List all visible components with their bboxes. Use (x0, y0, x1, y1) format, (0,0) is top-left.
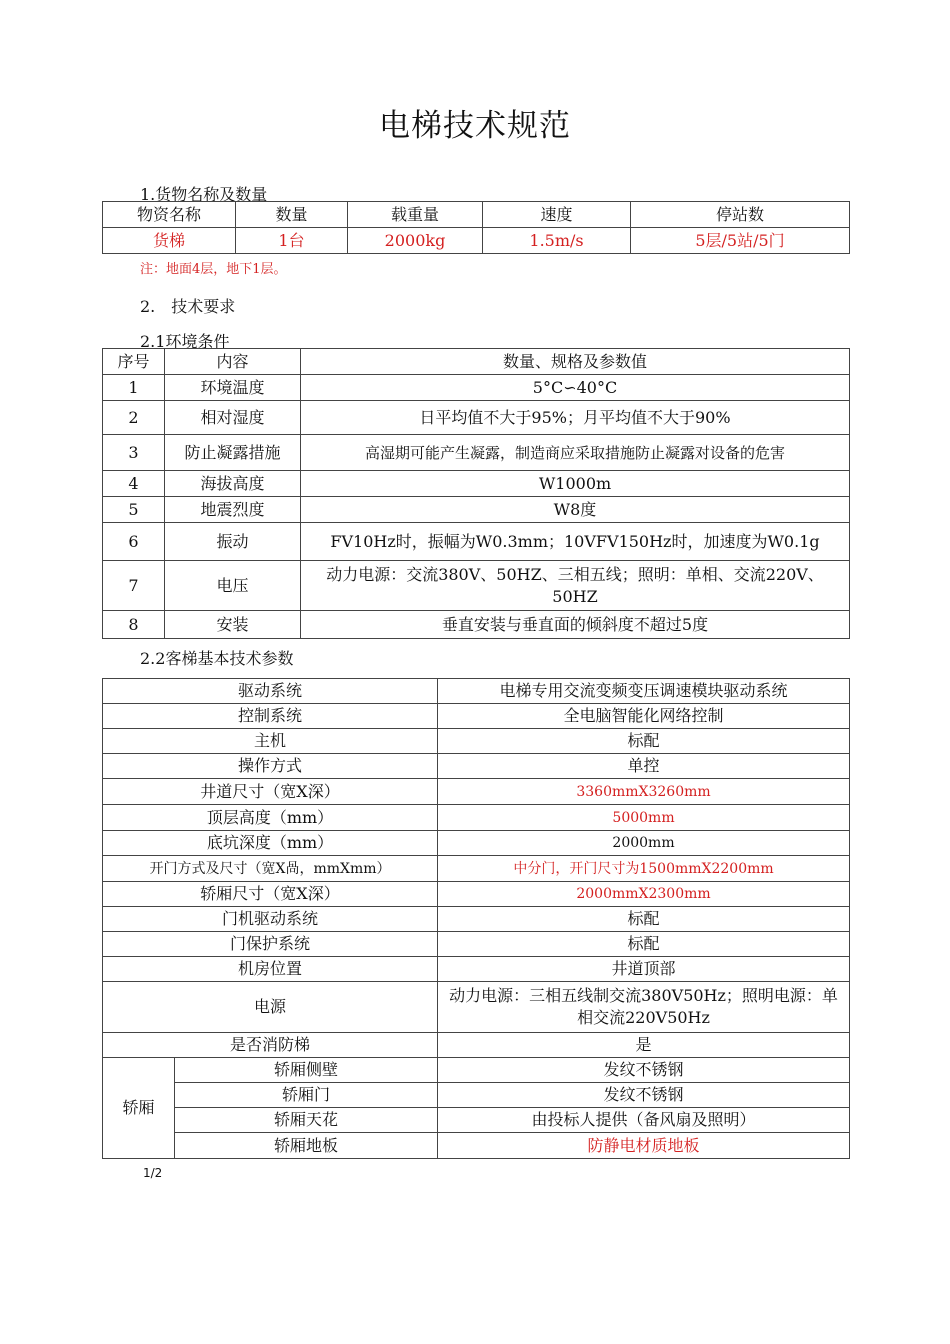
section-2-1-heading: 2.1环境条件 (140, 332, 230, 351)
param-row (103, 704, 850, 729)
env-item-cell: 安装 (165, 611, 301, 639)
car-param-row (103, 1133, 850, 1159)
section-2-heading: 2. 技术要求 (140, 297, 236, 316)
env-header-cell: 内容 (165, 349, 301, 375)
section-2-2-heading: 2.2客梯基本技术参数 (140, 649, 294, 668)
env-header-cell: 序号 (103, 349, 165, 375)
param-row (103, 754, 850, 779)
goods-quantity-cell: 1台 (236, 228, 348, 254)
env-header-cell: 数量、规格及参数值 (301, 349, 850, 375)
env-value-cell: 日平均值不大于95%；月平均值不大于90% (301, 401, 850, 435)
param-name-cell: 控制系统 (103, 704, 438, 729)
env-index-cell: 5 (103, 497, 165, 523)
car-param-value-cell: 由投标人提供（备风扇及照明） (438, 1108, 850, 1133)
param-value-cell: 井道顶部 (438, 957, 850, 982)
param-value-cell: 标配 (438, 932, 850, 957)
elevator-params-table (102, 678, 850, 1159)
env-row (103, 561, 850, 611)
goods-table (102, 201, 850, 254)
environment-table (102, 348, 850, 639)
env-row (103, 611, 850, 639)
car-param-row (103, 1058, 850, 1083)
env-row (103, 375, 850, 401)
param-name-cell: 顶层高度（mm） (103, 805, 438, 831)
param-name-cell: 是否消防梯 (103, 1033, 438, 1058)
goods-stops-cell: 5层/5站/5门 (631, 228, 850, 254)
param-value-cell: 3360mmX3260mm (438, 779, 850, 805)
goods-header-cell: 停站数 (631, 202, 850, 228)
param-name-cell: 驱动系统 (103, 679, 438, 704)
param-value-cell: 2000mmX2300mm (438, 882, 850, 907)
param-value-cell: 动力电源：三相五线制交流380V50Hz；照明电源：单相交流220V50Hz (438, 982, 850, 1033)
env-value-cell: W8度 (301, 497, 850, 523)
goods-speed-cell: 1.5m/s (483, 228, 631, 254)
section-1-heading: 1.货物名称及数量 (140, 185, 268, 204)
param-value-cell: 单控 (438, 754, 850, 779)
car-param-row (103, 1083, 850, 1108)
env-item-cell: 振动 (165, 523, 301, 561)
env-item-cell: 防止凝露措施 (165, 435, 301, 471)
car-param-name-cell: 轿厢天花 (175, 1108, 438, 1133)
car-param-value-cell: 发纹不锈钢 (438, 1083, 850, 1108)
page-number: 1/2 (143, 1166, 163, 1180)
env-row (103, 497, 850, 523)
param-name-cell: 轿厢尺寸（宽X深） (103, 882, 438, 907)
env-row (103, 401, 850, 435)
env-index-cell: 3 (103, 435, 165, 471)
goods-header-cell: 载重量 (348, 202, 483, 228)
goods-header-cell: 数量 (236, 202, 348, 228)
param-row (103, 729, 850, 754)
param-row (103, 957, 850, 982)
goods-name-cell: 货梯 (103, 228, 236, 254)
param-value-cell: 5000mm (438, 805, 850, 831)
param-name-cell: 开门方式及尺寸（宽X咼，mmXmm） (103, 856, 438, 882)
param-value-cell: 2000mm (438, 831, 850, 856)
env-value-cell: 高湿期可能产生凝露，制造商应采取措施防止凝露对设备的危害 (301, 435, 850, 471)
env-value-cell: 5°C∽40°C (301, 375, 850, 401)
env-index-cell: 2 (103, 401, 165, 435)
param-row (103, 907, 850, 932)
env-item-cell: 环境温度 (165, 375, 301, 401)
param-row (103, 1033, 850, 1058)
env-index-cell: 1 (103, 375, 165, 401)
car-group-cell: 轿厢 (103, 1058, 175, 1159)
document-title: 电梯技术规范 (379, 108, 571, 144)
param-value-cell: 中分门，开门尺寸为1500mmX2200mm (438, 856, 850, 882)
env-item-cell: 海拔高度 (165, 471, 301, 497)
env-row (103, 471, 850, 497)
goods-load-cell: 2000kg (348, 228, 483, 254)
param-value-cell: 标配 (438, 907, 850, 932)
param-name-cell: 机房位置 (103, 957, 438, 982)
env-item-cell: 电压 (165, 561, 301, 611)
car-param-value-cell: 防静电材质地板 (438, 1133, 850, 1159)
env-item-cell: 地震烈度 (165, 497, 301, 523)
goods-header-row (103, 202, 850, 228)
goods-header-cell: 物资名称 (103, 202, 236, 228)
car-param-name-cell: 轿厢地板 (175, 1133, 438, 1159)
param-row (103, 779, 850, 805)
env-value-cell: W1000m (301, 471, 850, 497)
env-index-cell: 4 (103, 471, 165, 497)
env-row (103, 523, 850, 561)
param-value-cell: 全电脑智能化网络控制 (438, 704, 850, 729)
param-name-cell: 底坑深度（mm） (103, 831, 438, 856)
param-row (103, 882, 850, 907)
car-param-name-cell: 轿厢门 (175, 1083, 438, 1108)
param-name-cell: 门保护系统 (103, 932, 438, 957)
goods-data-row (103, 228, 850, 254)
env-value-cell: 动力电源：交流380V、50HZ、三相五线；照明：单相、交流220V、50HZ (301, 561, 850, 611)
car-param-name-cell: 轿厢侧壁 (175, 1058, 438, 1083)
param-row (103, 831, 850, 856)
param-row (103, 856, 850, 882)
param-row (103, 982, 850, 1033)
env-item-cell: 相对湿度 (165, 401, 301, 435)
env-row (103, 435, 850, 471)
goods-header-cell: 速度 (483, 202, 631, 228)
env-index-cell: 8 (103, 611, 165, 639)
env-value-cell: FV10Hz时，振幅为W0.3mm；10VFV150Hz时，加速度为W0.1g (301, 523, 850, 561)
param-name-cell: 门机驱动系统 (103, 907, 438, 932)
param-value-cell: 电梯专用交流变频变压调速模块驱动系统 (438, 679, 850, 704)
env-index-cell: 6 (103, 523, 165, 561)
param-name-cell: 操作方式 (103, 754, 438, 779)
param-value-cell: 标配 (438, 729, 850, 754)
env-value-cell: 垂直安装与垂直面的倾斜度不超过5度 (301, 611, 850, 639)
param-name-cell: 井道尺寸（宽X深） (103, 779, 438, 805)
param-name-cell: 电源 (103, 982, 438, 1033)
param-row (103, 932, 850, 957)
car-param-value-cell: 发纹不锈钢 (438, 1058, 850, 1083)
floor-note: 注：地面4层，地下1层。 (140, 262, 287, 277)
param-row (103, 805, 850, 831)
env-header-row (103, 349, 850, 375)
env-index-cell: 7 (103, 561, 165, 611)
car-param-row (103, 1108, 850, 1133)
param-row (103, 679, 850, 704)
param-value-cell: 是 (438, 1033, 850, 1058)
param-name-cell: 主机 (103, 729, 438, 754)
